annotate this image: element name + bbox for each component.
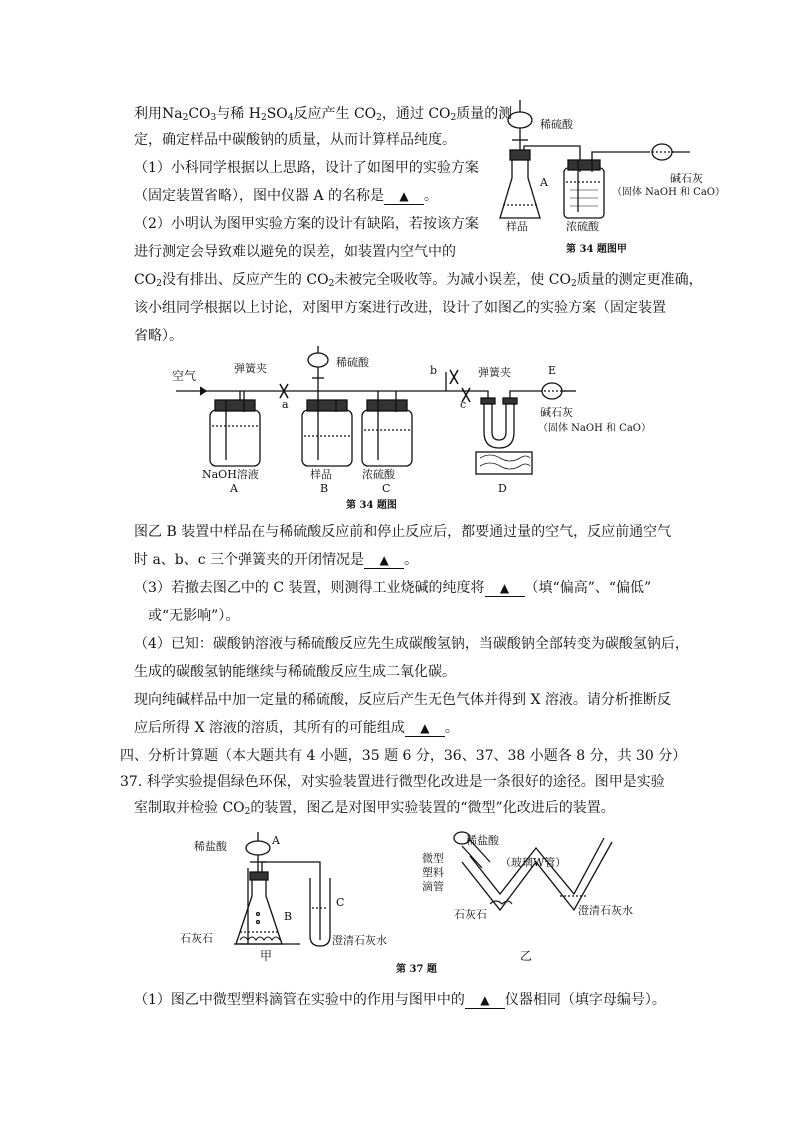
fig37jia-stone-label: 石灰石 xyxy=(180,932,213,945)
fig37yi-acid-label: 稀盐酸 xyxy=(466,834,499,847)
answer-blank[interactable]: ▲ xyxy=(384,188,424,205)
fig34yi-clip1-label: 弹簧夹 xyxy=(234,362,267,375)
fig34yi-caption: 第 34 题图 xyxy=(346,500,397,511)
q34-part3-a: （3）若撤去图乙中的 C 装置，则测得工业烧碱的纯度将 ▲ （填“偏高”、“偏低” xyxy=(134,580,652,596)
fig34yi-conc-label: 浓硫酸 xyxy=(362,468,395,481)
fig34yi-B-label: B xyxy=(320,482,329,495)
fig34yi-a-label: a xyxy=(282,398,289,411)
answer-blank[interactable]: ▲ xyxy=(364,552,404,569)
q34-part4-c: 现向纯碱样品中加一定量的稀硫酸，反应后产生无色气体并得到 X 溶液。请分析推断反 xyxy=(134,692,671,708)
q34-part2-g: 时 a、b、c 三个弹簧夹的开闭情况是 ▲ 。 xyxy=(134,552,419,568)
q34-part4-b: 生成的碳酸氢钠能继续与稀硫酸反应生成二氧化碳。 xyxy=(134,664,456,680)
section-4-heading: 四、分析计算题（本大题共有 4 小题，35 题 6 分，36、37、38 小题各 8 分，共 30 分） xyxy=(120,748,687,764)
fig34yi-c-label: c xyxy=(460,398,467,411)
q34-part2-b: 进行测定会导致难以避免的误差，如装置内空气中的 xyxy=(134,244,456,260)
q37-line-1: 37. 科学实验提倡绿色环保，对实验装置进行微型化改进是一条很好的途径。图甲是实验 xyxy=(120,774,665,790)
fig37yi-dropper-label-3: 滴管 xyxy=(422,880,444,893)
fig34yi-C-label: C xyxy=(382,482,391,495)
fig34jia-acid-label: 稀硫酸 xyxy=(540,118,573,131)
fig37jia-A-label: A xyxy=(272,834,280,847)
fig34yi-A-label: A xyxy=(230,482,238,495)
q34-part4-a: （4）已知：碳酸钠溶液与稀硫酸反应先生成碳酸氢钠，当碳酸钠全部转变为碳酸氢钠后， xyxy=(134,636,689,652)
fig34yi-air-label: 空气 xyxy=(172,369,197,383)
fig34yi-clip2-label: 弹簧夹 xyxy=(478,366,511,379)
answer-blank[interactable]: ▲ xyxy=(485,580,525,597)
fig37yi-dropper-label-2: 塑料 xyxy=(422,866,444,879)
q34-part2-d: 该小组同学根据以上讨论，对图甲方案进行改进，设计了如图乙的实验方案（固定装置 xyxy=(134,300,666,316)
q34-part2-f: 图乙 B 装置中样品在与稀硫酸反应前和停止反应后，都要通过量的空气，反应前通空气 xyxy=(134,524,672,540)
fig34jia-conc-label: 浓硫酸 xyxy=(566,220,599,233)
fig34jia-caption: 第 34 题图甲 xyxy=(566,244,627,255)
fig37yi-dropper-label-1: 微型 xyxy=(422,852,444,865)
fig34jia-soda-label: 碱石灰 xyxy=(670,172,703,185)
fig34yi-acid-label: 稀硫酸 xyxy=(336,356,369,369)
fig37-caption: 第 37 题 xyxy=(396,964,437,975)
fig34yi-sample-label: 样品 xyxy=(310,468,332,481)
fig37yi-yi-label: 乙 xyxy=(520,949,533,963)
fig34yi-E-label: E xyxy=(548,364,557,377)
q34-part2-e: 省略）。 xyxy=(134,328,183,344)
q34-line-2: 定，确定样品中碳酸钠的质量，从而计算样品纯度。 xyxy=(134,132,456,148)
fig37yi-stone-label: 石灰石 xyxy=(454,908,487,921)
fig34jia-soda-sub: （固体 NaOH 和 CaO） xyxy=(612,187,725,198)
fig37yi-water-label: 澄清石灰水 xyxy=(578,904,633,917)
q34-line-1: 利用$Na_2CO_3$与稀 $H_2SO_4$反应产生 $CO_2$，通过 $CO_2$质量的测 xyxy=(134,106,513,123)
q34-part1-b: （固定装置省略），图中仪器 A 的名称是 ▲ 。 xyxy=(134,188,439,204)
q34-part2-c: $CO_2$没有排出、反应产生的 $CO_2$未被完全吸收等。为减小误差，使 $CO_2$质量的测定更准确， xyxy=(134,272,703,289)
fig34yi-D-label: D xyxy=(498,482,507,495)
fig37jia-C-label: C xyxy=(336,896,345,909)
fig37jia-acid-label: 稀盐酸 xyxy=(194,840,227,853)
fig34jia-sample-label: 样品 xyxy=(506,220,528,233)
q34-part4-d: 应后所得 X 溶液的溶质，其所有的可能组成 ▲ 。 xyxy=(134,720,459,736)
q37-part1: （1）图乙中微型塑料滴管在实验中的作用与图甲中的 ▲ 仪器相同（填字母编号）。 xyxy=(134,992,666,1008)
fig34yi-naoh-label: NaOH溶液 xyxy=(202,468,259,481)
fig34yi-soda-sub: （固体 NaOH 和 CaO） xyxy=(538,423,651,434)
fig37jia-water-label: 澄清石灰水 xyxy=(332,934,387,947)
fig34yi-b-label: b xyxy=(430,364,438,377)
fig34jia-A-label: A xyxy=(540,176,548,189)
q34-part3-b: 或“无影响”）。 xyxy=(148,608,240,624)
q37-line-2: 室制取并检验 $CO_2$的装置，图乙是对图甲实验装置的“微型”化改进后的装置。 xyxy=(134,800,615,817)
fig37jia-B-label: B xyxy=(284,910,293,923)
fig34yi-soda-label: 碱石灰 xyxy=(540,406,573,419)
fig37jia-jia-label: 甲 xyxy=(260,949,273,963)
q34-part1-a: （1）小科同学根据以上思路，设计了如图甲的实验方案 xyxy=(134,160,479,176)
answer-blank[interactable]: ▲ xyxy=(405,720,445,737)
q34-part2-a: （2）小明认为图甲实验方案的设计有缺陷，若按该方案 xyxy=(134,216,479,232)
answer-blank[interactable]: ▲ xyxy=(465,992,505,1009)
fig37yi-tube-label: （玻璃W管） xyxy=(500,856,567,869)
